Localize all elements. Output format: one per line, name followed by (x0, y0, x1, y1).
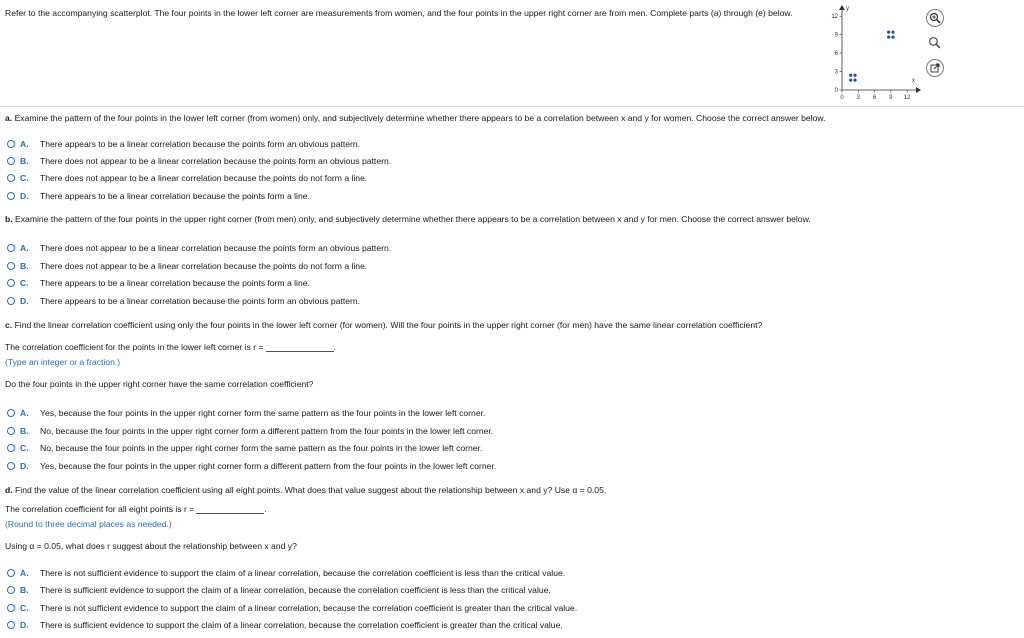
part-a-option-d[interactable] (7, 189, 310, 203)
radio-button[interactable] (7, 192, 15, 200)
zoom-in-button[interactable] (926, 9, 944, 27)
part-c-answer-line (5, 342, 336, 352)
radio-button[interactable] (7, 427, 15, 435)
scatter-point (891, 35, 894, 38)
part-c-option-b[interactable] (7, 424, 493, 438)
x-axis-label: x (912, 78, 915, 84)
part-b-option-a[interactable] (7, 241, 391, 255)
radio-button[interactable] (7, 621, 15, 629)
option-letter: D. (20, 620, 29, 630)
option-letter: B. (20, 261, 29, 271)
option-letter: C. (20, 173, 29, 183)
option-text: There does not appear to be a linear correlation because the points do not form a line. (40, 173, 368, 183)
y-tick-label: 6 (834, 51, 838, 58)
radio-button[interactable] (7, 157, 15, 165)
x-axis-arrow-icon (916, 87, 921, 93)
option-letter: B. (20, 585, 29, 595)
divider (0, 106, 1024, 107)
y-tick-label: 3 (834, 69, 838, 76)
part-a-text: Examine the pattern of the four points in the lower left corner (from women) only, and subjectively determine whether there appears to be a correlation between x and y for women. Choose the correct answer below. (14, 113, 826, 123)
part-c-label: c. (5, 320, 13, 330)
part-b-option-d[interactable] (7, 294, 360, 308)
part-d-label: d. (5, 485, 13, 495)
part-d-option-b[interactable] (7, 583, 551, 597)
option-letter: C. (20, 603, 29, 613)
zoom-in-icon (929, 12, 941, 24)
scatter-point (849, 74, 852, 77)
part-d-answer-input[interactable] (196, 504, 267, 514)
answer-suffix: . (264, 504, 267, 514)
part-d-option-a[interactable] (7, 566, 565, 580)
scatter-point (887, 35, 890, 38)
part-d-question2: Using α = 0.05, what does r suggest about the relationship between x and y? (5, 541, 297, 551)
radio-button[interactable] (7, 244, 15, 252)
option-letter: A. (20, 568, 29, 578)
answer-suffix: . (333, 342, 336, 352)
part-a-option-c[interactable] (7, 171, 367, 185)
part-a-option-a[interactable] (7, 137, 360, 151)
radio-button[interactable] (7, 409, 15, 417)
scatter-point (853, 79, 856, 82)
radio-button[interactable] (7, 444, 15, 452)
radio-button[interactable] (7, 604, 15, 612)
part-d-answer-line (5, 504, 267, 514)
part-c-question (5, 320, 762, 330)
radio-button[interactable] (7, 569, 15, 577)
option-letter: B. (20, 156, 29, 166)
radio-button[interactable] (7, 262, 15, 270)
option-text: Yes, because the four points in the upper right corner form a different pattern from the four points in the lower left corner. (40, 461, 497, 471)
option-letter: C. (20, 278, 29, 288)
y-tick-label: 0 (834, 88, 838, 94)
option-text: There does not appear to be a linear correlation because the points form an obvious pattern. (40, 156, 392, 166)
radio-button[interactable] (7, 279, 15, 287)
option-letter: C. (20, 443, 29, 453)
part-b-option-c[interactable] (7, 276, 310, 290)
part-d-text: Find the value of the linear correlation coefficient using all eight points. What does that value suggest about the relationship between x and y? Use α = 0.05. (15, 485, 607, 495)
answer-prefix: The correlation coefficient for the points in the lower left corner is r = (5, 342, 264, 352)
y-tick-label: 9 (834, 32, 838, 39)
scatter-point (853, 74, 856, 77)
part-c-option-a[interactable] (7, 406, 485, 420)
option-text: There appears to be a linear correlation because the points form an obvious pattern. (40, 296, 361, 306)
scatter-point (891, 31, 894, 34)
option-letter: B. (20, 426, 29, 436)
part-d-option-c[interactable] (7, 601, 577, 615)
option-text: There appears to be a linear correlation because the points form an obvious pattern. (40, 139, 361, 149)
part-d-hint: (Round to three decimal places as needed.) (5, 519, 172, 529)
x-tick-label: 9 (889, 95, 893, 101)
radio-button[interactable] (7, 140, 15, 148)
option-text: There is sufficient evidence to support the claim of a linear correlation, because the correlation coefficient is greater than the critical value. (40, 620, 563, 630)
intro-text: Refer to the accompanying scatterplot. The four points in the lower left corner are measurements from women, and the four points in the upper right corner are from men. Complete parts (a) through (e) below. (5, 8, 793, 18)
popout-icon (930, 63, 940, 73)
option-text: There is sufficient evidence to support the claim of a linear correlation, because the correlation coefficient is less than the critical value. (40, 585, 551, 595)
option-text: There is not sufficient evidence to support the claim of a linear correlation, because the correlation coefficient is greater than the critical value. (40, 603, 578, 613)
option-letter: A. (20, 139, 29, 149)
option-text: There does not appear to be a linear correlation because the points do not form a line. (40, 261, 368, 271)
option-text: Yes, because the four points in the upper right corner form the same pattern as the four points in the lower left corner. (40, 408, 486, 418)
x-tick-label: 3 (856, 95, 860, 101)
scatterplot (826, 4, 926, 104)
part-c-answer-input[interactable] (266, 342, 334, 352)
popout-button[interactable] (926, 59, 944, 77)
part-c-option-c[interactable] (7, 441, 482, 455)
part-c-text: Find the linear correlation coefficient using only the four points in the lower left corner (for women). Will the four points in the upper right corner (for men) have the same linear correlation coefficient? (14, 320, 763, 330)
part-a-option-b[interactable] (7, 154, 391, 168)
option-letter: A. (20, 243, 29, 253)
part-c-question2: Do the four points in the upper right corner have the same correlation coefficient? (5, 379, 314, 389)
option-letter: D. (20, 461, 29, 471)
x-tick-label: 0 (840, 95, 844, 101)
y-tick-label: 12 (831, 14, 838, 21)
radio-button[interactable] (7, 462, 15, 470)
radio-button[interactable] (7, 297, 15, 305)
part-a-question (5, 113, 826, 123)
option-text: There appears to be a linear correlation because the points form a line. (40, 191, 310, 201)
radio-button[interactable] (7, 174, 15, 182)
option-text: There does not appear to be a linear correlation because the points form an obvious pattern. (40, 243, 392, 253)
answer-prefix: The correlation coefficient for all eight points is r = (5, 504, 195, 514)
magnify-icon (928, 36, 941, 49)
part-d-question (5, 485, 606, 495)
part-b-option-b[interactable] (7, 259, 367, 273)
option-letter: A. (20, 408, 29, 418)
option-text: No, because the four points in the upper right corner form a different pattern from the four points in the lower left corner. (40, 426, 494, 436)
y-axis-label: y (846, 6, 849, 12)
option-letter: D. (20, 191, 29, 201)
part-d-option-d[interactable] (7, 618, 563, 632)
x-tick-label: 6 (872, 95, 877, 101)
option-text: There is not sufficient evidence to support the claim of a linear correlation, because the correlation coefficient is less than the critical value. (40, 568, 566, 578)
radio-button[interactable] (7, 586, 15, 594)
magnify-button[interactable] (926, 34, 942, 50)
part-c-hint: (Type an integer or a fraction.) (5, 357, 121, 367)
scatter-point (887, 31, 890, 34)
part-b-label: b. (5, 214, 13, 224)
part-b-question (5, 214, 811, 224)
scatter-point (849, 79, 852, 82)
part-b-text: Examine the pattern of the four points in the upper right corner (from men) only, and subjectively determine whether there appears to be a correlation between x and y for men. Choose the correct answer below. (15, 214, 811, 224)
option-text: No, because the four points in the upper right corner form the same pattern as the four points in the lower left corner. (40, 443, 483, 453)
option-text: There appears to be a linear correlation because the points form a line. (40, 278, 310, 288)
option-letter: D. (20, 296, 29, 306)
part-c-option-d[interactable] (7, 459, 496, 473)
part-a-label: a. (5, 113, 13, 123)
y-axis-arrow-icon (839, 5, 845, 10)
x-tick-label: 12 (903, 95, 911, 101)
